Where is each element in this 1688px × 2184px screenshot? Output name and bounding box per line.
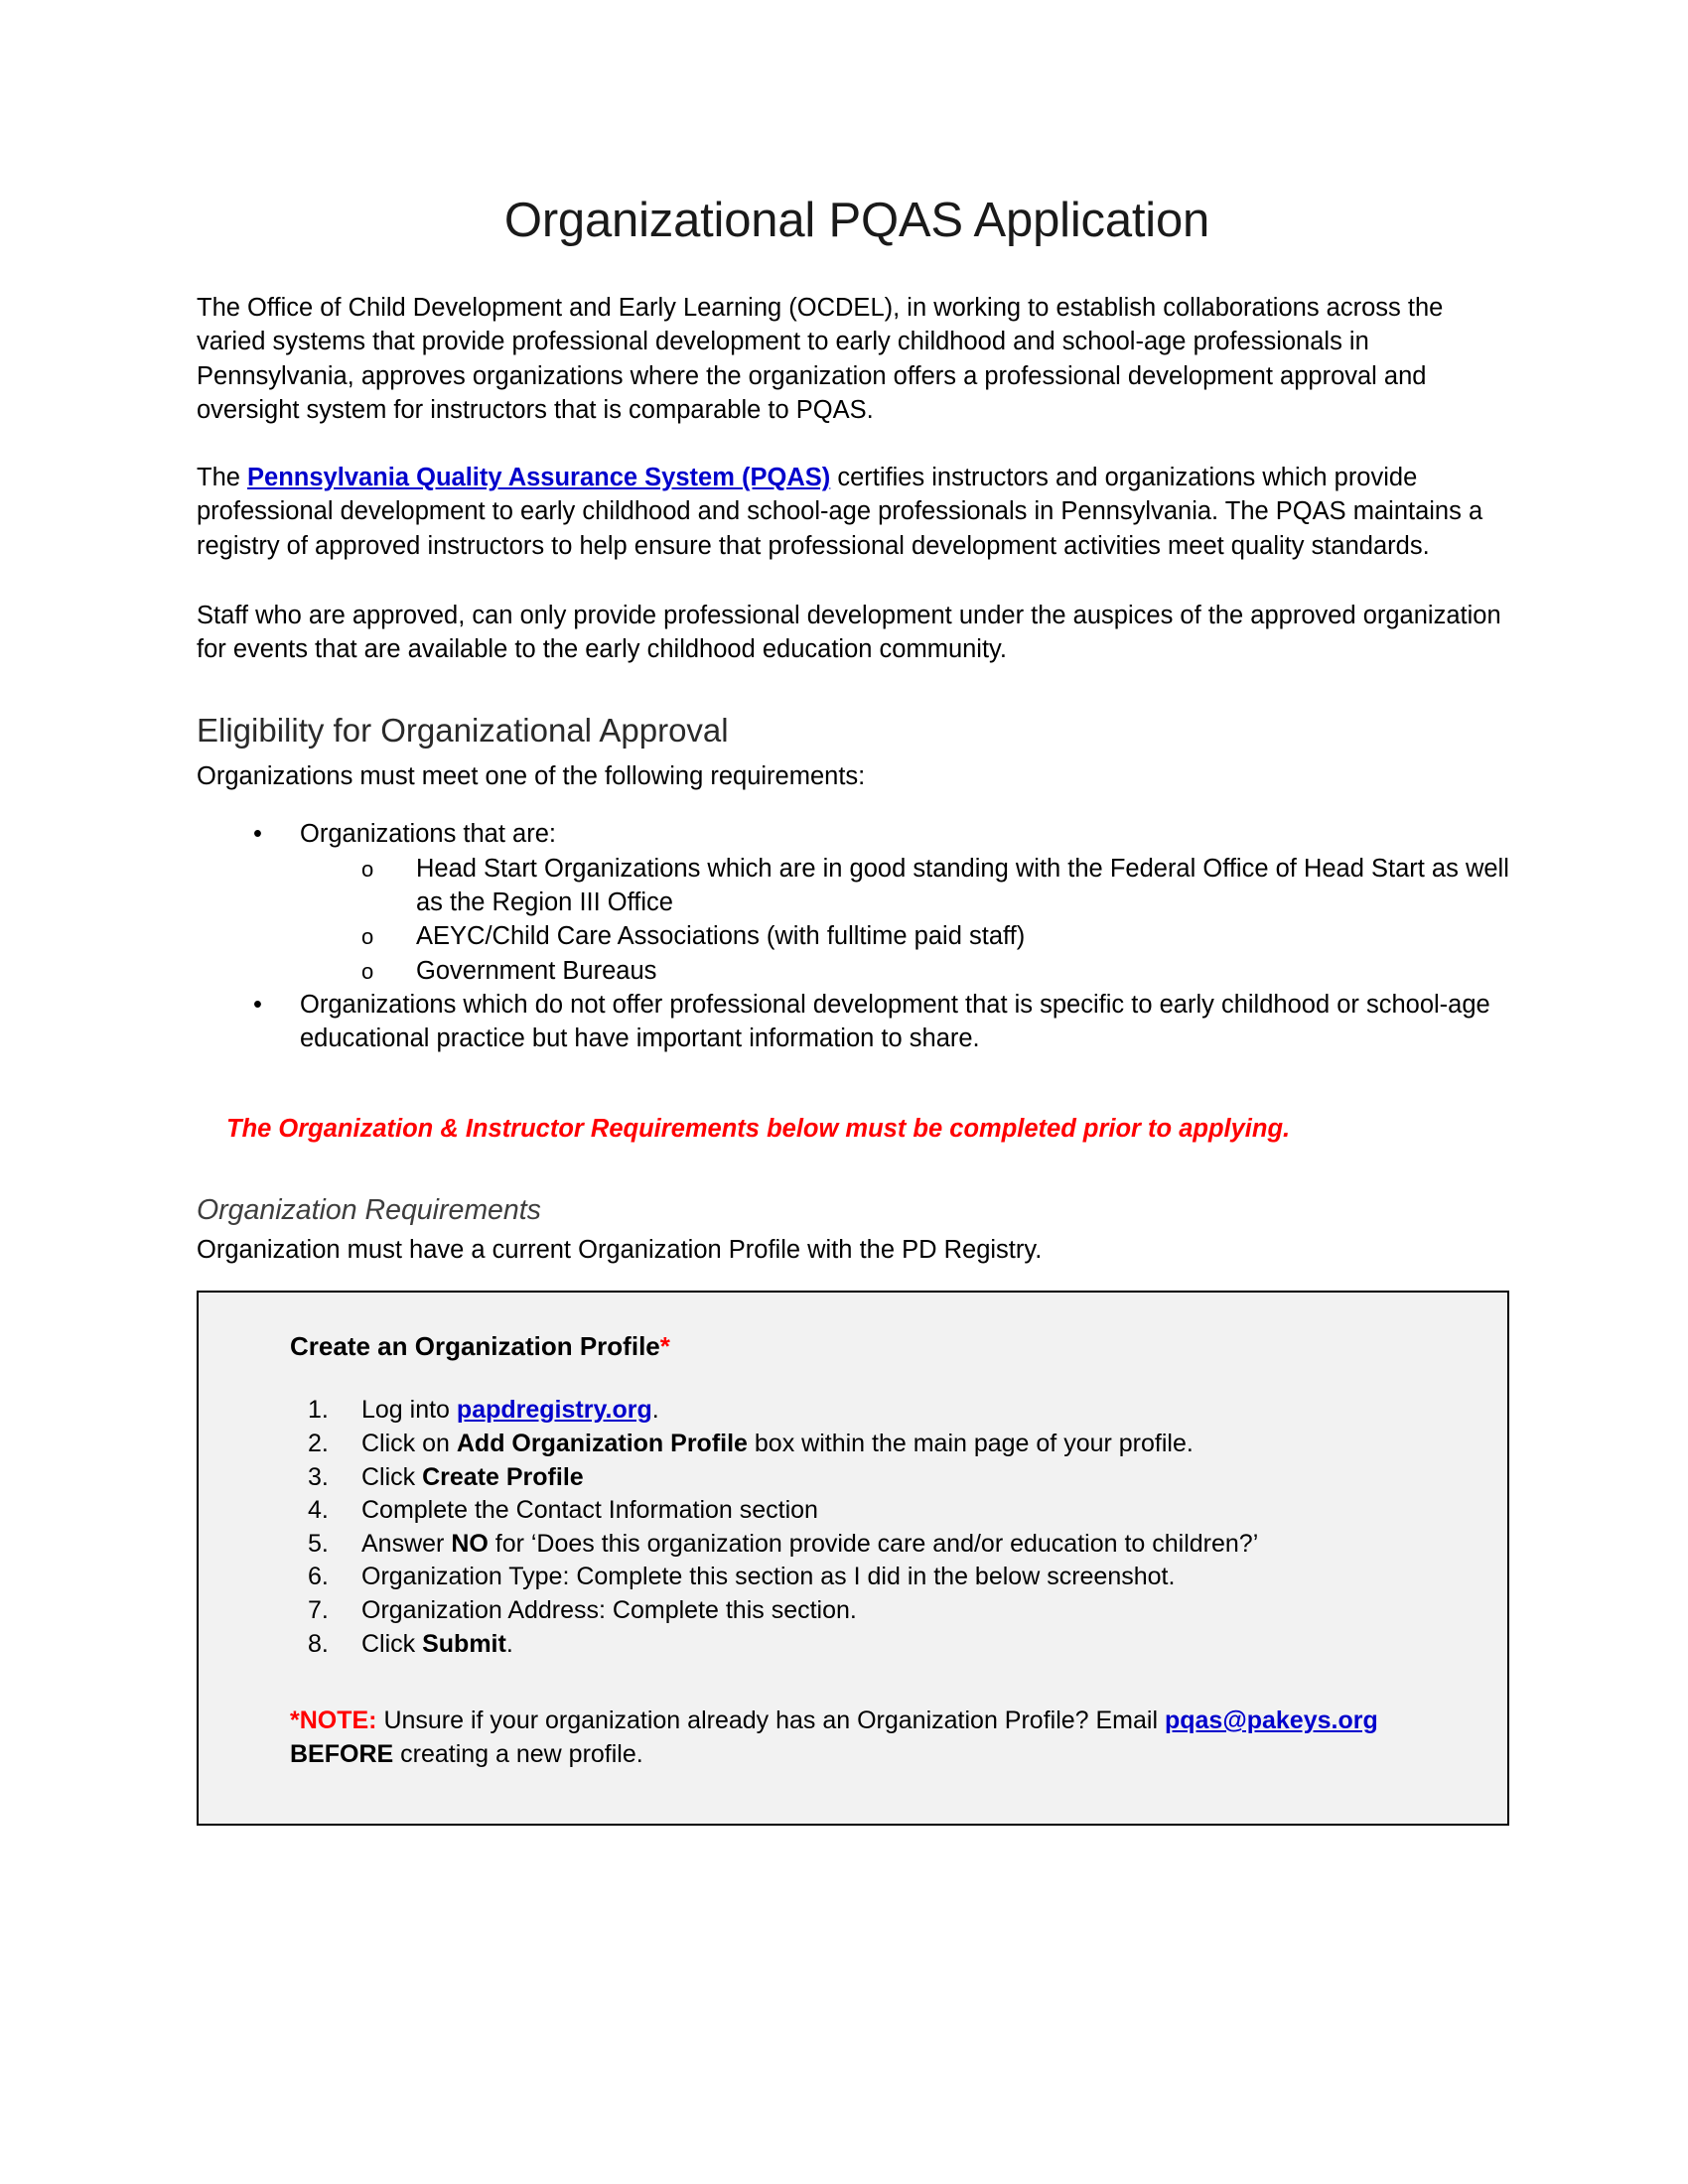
list-item-label: Government Bureaus — [416, 956, 657, 985]
pqas-paragraph — [197, 461, 1517, 563]
step-text-after: for ‘Does this organization provide care and/or education to children?’ — [488, 1529, 1259, 1558]
step-text-after: . — [505, 1629, 513, 1658]
step-text-bold: Add Organization Profile — [456, 1429, 748, 1457]
step-number: 7. — [308, 1596, 329, 1624]
list-item-label: Organizations that are: — [300, 820, 556, 849]
create-profile-box-title — [242, 1330, 1464, 1364]
sub-bullet-marker-icon: o — [361, 958, 374, 984]
eligibility-list — [197, 793, 1517, 1055]
list-item — [300, 954, 1517, 988]
list-item — [242, 1561, 1464, 1594]
note-label: *NOTE: — [290, 1706, 377, 1735]
sub-bullet-marker-icon: o — [361, 924, 374, 950]
step-text-before: Answer — [361, 1529, 452, 1558]
document-content — [197, 0, 1517, 1826]
step-number: 2. — [308, 1429, 329, 1457]
create-profile-steps — [242, 1364, 1464, 1661]
list-item — [242, 1594, 1464, 1628]
step-text-before: Complete the Contact Information section — [361, 1496, 818, 1525]
list-item — [242, 1528, 1464, 1562]
bullet-marker-icon: • — [253, 990, 262, 1019]
create-profile-box — [197, 1291, 1509, 1825]
note-emphasis: BEFORE — [290, 1739, 394, 1768]
step-text-after: . — [651, 1396, 659, 1425]
step-text-before: Organization Type: Complete this section as I did in the below screenshot. — [361, 1563, 1176, 1591]
papdregistry-link[interactable]: papdregistry.org — [456, 1396, 652, 1425]
pqas-link[interactable]: Pennsylvania Quality Assurance System (PQAS) — [247, 464, 831, 492]
step-text-before: Log into — [361, 1396, 457, 1425]
eligibility-heading: Eligibility for Organizational Approval — [197, 711, 729, 749]
step-text-before: Click — [361, 1629, 423, 1658]
required-asterisk-icon: * — [659, 1331, 670, 1362]
staff-paragraph: Staff who are approved, can only provide professional development under the auspices of the approved organization for events that are available to the early childhood education community. — [197, 601, 1501, 664]
list-item — [242, 1494, 1464, 1528]
intro-paragraph: The Office of Child Development and Early Learning (OCDEL), in working to establish collaborations across the varied systems that provide professional development to early childhood and school-age professionals in Pennsylvania, approves organizations where the organization offers a professional development approval and oversight system for instructors that is comparable to PQAS. — [197, 293, 1444, 424]
box-title-text: Create an Organization Profile — [290, 1331, 660, 1362]
step-text-bold: Submit — [422, 1629, 506, 1658]
profile-box-note — [242, 1661, 1464, 1771]
bullet-marker-icon: • — [253, 820, 262, 849]
step-text-before: Click on — [361, 1429, 457, 1457]
list-item — [242, 1394, 1464, 1428]
step-number: 6. — [308, 1563, 329, 1591]
list-item — [197, 817, 1517, 987]
step-number: 8. — [308, 1629, 329, 1658]
organization-requirements-heading: Organization Requirements — [197, 1193, 541, 1226]
step-text-after: box within the main page of your profile. — [747, 1429, 1194, 1457]
step-text-bold: NO — [451, 1529, 489, 1558]
list-item-label: Organizations which do not offer professional development that is specific to early childhood or school-age educational practice but have important information to share. — [300, 990, 1490, 1053]
list-item — [242, 1428, 1464, 1461]
step-number: 4. — [308, 1496, 329, 1525]
pqas-email-link[interactable]: pqas@pakeys.org — [1164, 1706, 1378, 1735]
list-item — [242, 1461, 1464, 1495]
list-item — [300, 919, 1517, 953]
organization-requirements-intro: Organization must have a current Organization Profile with the PD Registry. — [197, 1236, 1043, 1265]
list-item — [197, 988, 1517, 1056]
list-item — [242, 1628, 1464, 1662]
step-number: 1. — [308, 1396, 329, 1425]
step-text-bold: Create Profile — [422, 1462, 584, 1491]
step-number: 5. — [308, 1529, 329, 1558]
page-title: Organizational PQAS Application — [503, 194, 1210, 247]
pqas-rest-text: certifies instructors and organizations which provide professional development to early childhood and school-age professionals in Pennsylvania. The PQAS maintains a registry of approved instructors to help ensure that professional development activities meet quality standards. — [197, 464, 1483, 560]
pqas-lead-text: The — [197, 464, 248, 492]
note-text-before: Unsure if your organization already has an Organization Profile? Email — [376, 1706, 1165, 1735]
eligibility-intro: Organizations must meet one of the following requirements: — [197, 762, 866, 791]
requirements-callout: The Organization & Instructor Requirements below must be completed prior to applying. — [226, 1114, 1291, 1143]
list-item-label: AEYC/Child Care Associations (with fulltime paid staff) — [416, 922, 1026, 951]
list-item-label: Head Start Organizations which are in good standing with the Federal Office of Head Start as well as the Region III Office — [416, 854, 1509, 917]
note-text-after: creating a new profile. — [393, 1739, 643, 1768]
list-item — [300, 852, 1517, 920]
step-text-before: Organization Address: Complete this section. — [361, 1596, 857, 1624]
step-number: 3. — [308, 1462, 329, 1491]
sub-bullet-marker-icon: o — [361, 856, 374, 882]
step-text-before: Click — [361, 1462, 423, 1491]
eligibility-sublist — [300, 852, 1517, 988]
